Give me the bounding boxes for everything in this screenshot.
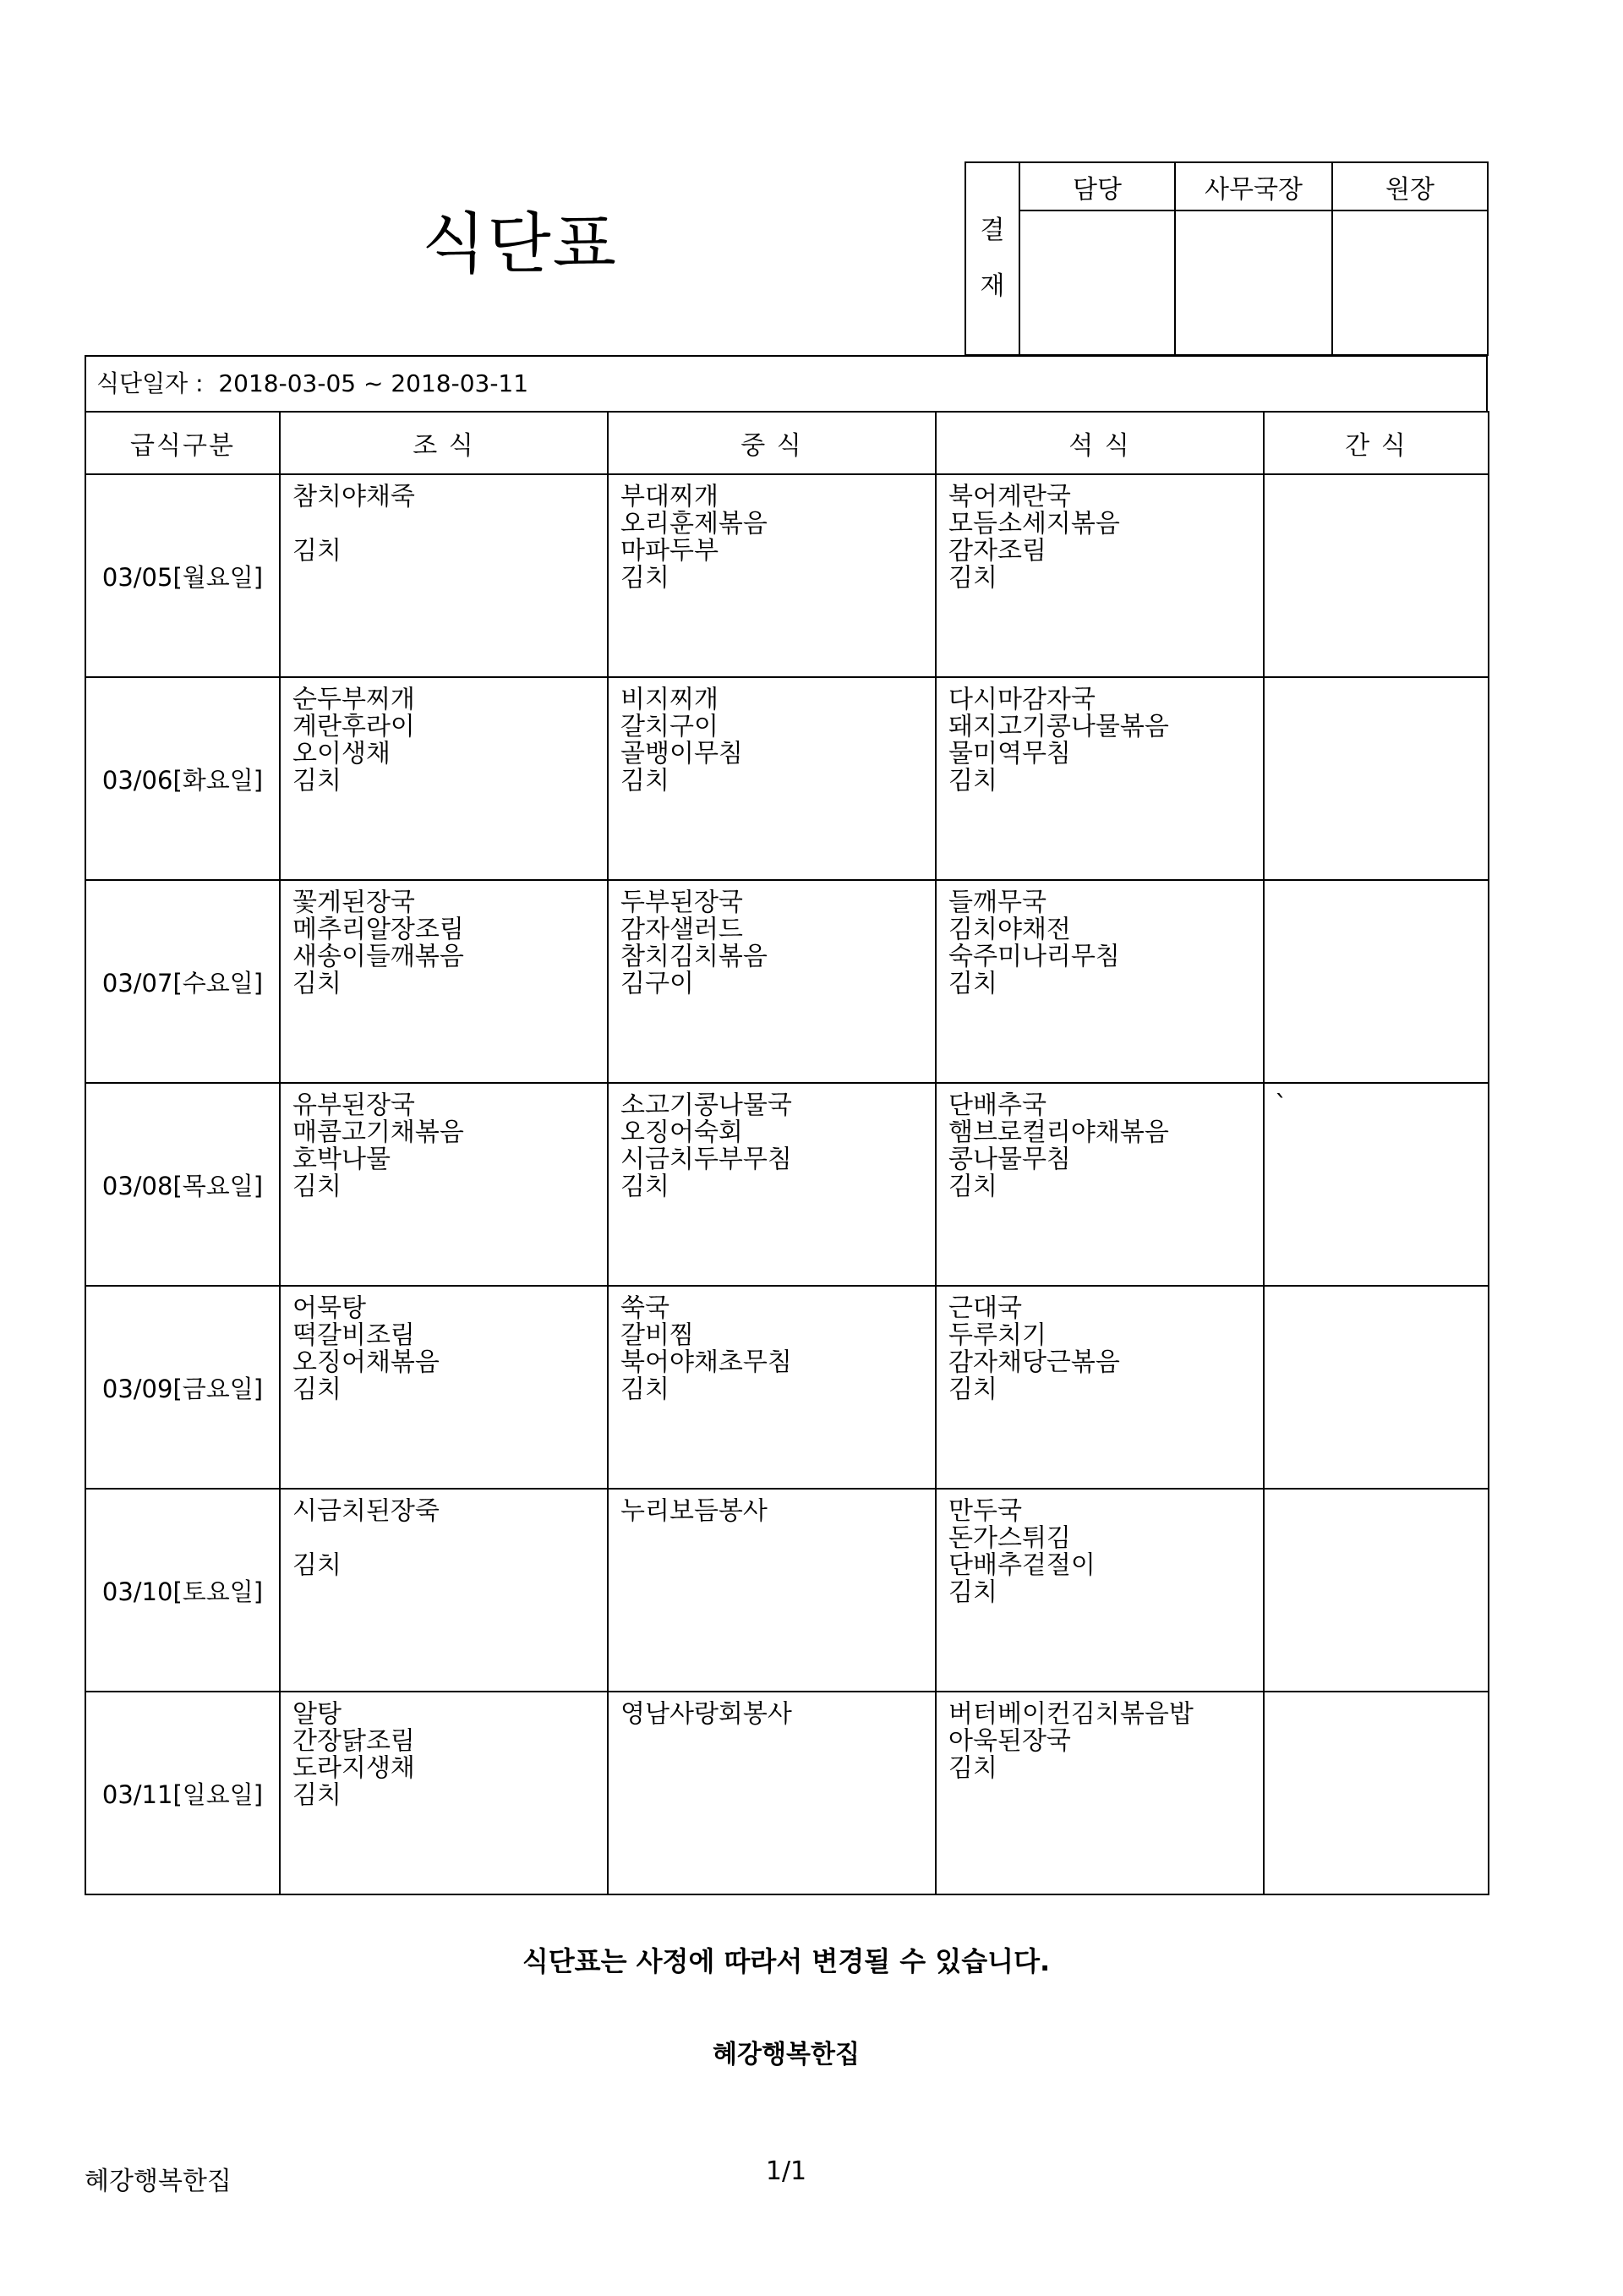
menu-item: 감자샐러드 <box>620 916 743 943</box>
menu-item: 갈비찜 <box>620 1322 694 1349</box>
menu-header-row <box>85 412 1489 474</box>
day-label: 03/05[월요일] <box>85 474 280 677</box>
approval-role-secretary-general: 사무국장 <box>1175 162 1332 210</box>
menu-row <box>85 474 1489 677</box>
menu-item: 김치 <box>620 1173 669 1200</box>
header-breakfast: 조 식 <box>280 412 608 474</box>
breakfast-cell <box>280 1083 608 1286</box>
snack-cell <box>1264 1286 1489 1489</box>
menu-item: 어묵탕 <box>292 1295 366 1322</box>
dinner-cell <box>936 677 1264 880</box>
day-label: 03/10[토요일] <box>85 1489 280 1692</box>
menu-item: 김치 <box>292 970 342 998</box>
menu-item: 매콤고기채볶음 <box>292 1119 464 1146</box>
menu-row <box>85 880 1489 1083</box>
menu-item: 유부된장국 <box>292 1092 415 1119</box>
lunch-cell <box>608 1489 936 1692</box>
menu-item: ` <box>1275 1092 1287 1119</box>
day-label: 03/07[수요일] <box>85 880 280 1083</box>
breakfast-cell <box>280 1489 608 1692</box>
breakfast-cell <box>280 1692 608 1894</box>
menu-item: 소고기콩나물국 <box>620 1092 792 1119</box>
lunch-cell <box>608 1286 936 1489</box>
menu-item: 시금치두부무침 <box>620 1146 792 1173</box>
menu-item: 물미역무침 <box>948 741 1071 768</box>
signature-cell-secretary-general <box>1175 210 1332 355</box>
header-lunch: 중 식 <box>608 412 936 474</box>
menu-item: 마파두부 <box>620 538 719 565</box>
menu-item: 오이생채 <box>292 741 391 768</box>
day-label: 03/09[금요일] <box>85 1286 280 1489</box>
footer-organization: 혜강행복한집 <box>85 2167 232 2196</box>
snack-cell <box>1264 474 1489 677</box>
snack-cell <box>1264 1489 1489 1692</box>
breakfast-cell <box>280 1286 608 1489</box>
menu-item: 김치 <box>948 1376 997 1403</box>
menu-item: 두부된장국 <box>620 889 743 916</box>
dinner-cell <box>936 880 1264 1083</box>
menu-row <box>85 677 1489 880</box>
lunch-cell <box>608 1692 936 1894</box>
dinner-cell <box>936 1286 1264 1489</box>
lunch-cell <box>608 880 936 1083</box>
approval-label-char: 결 <box>980 216 1005 245</box>
menu-item: 김치 <box>948 768 997 795</box>
menu-row <box>85 1489 1489 1692</box>
menu-item: 감자채당근볶음 <box>948 1349 1120 1376</box>
menu-item: 감자조림 <box>948 538 1046 565</box>
menu-item: 김구이 <box>620 970 694 998</box>
breakfast-cell <box>280 677 608 880</box>
menu-item: 김치 <box>948 1755 997 1782</box>
menu-item: 시금치된장죽 <box>292 1498 440 1525</box>
menu-item: 참치김치볶음 <box>620 943 768 970</box>
approval-role-manager: 담당 <box>1019 162 1175 210</box>
menu-item: 북어야채초무침 <box>620 1349 792 1376</box>
approval-label-char: 재 <box>980 271 1005 301</box>
menu-item: 김치 <box>292 1173 342 1200</box>
menu-item: 호박나물 <box>292 1146 391 1173</box>
menu-item: 아욱된장국 <box>948 1728 1071 1755</box>
menu-period <box>85 355 1488 411</box>
menu-item: 들깨무국 <box>948 889 1046 916</box>
dinner-cell <box>936 1083 1264 1286</box>
snack-cell <box>1264 880 1489 1083</box>
menu-item: 김치 <box>948 565 997 592</box>
menu-item: 모듬소세지볶음 <box>948 511 1120 538</box>
snack-cell <box>1264 1083 1489 1286</box>
menu-item: 북어계란국 <box>948 484 1071 511</box>
day-label: 03/11[일요일] <box>85 1692 280 1894</box>
menu-item: 김치 <box>620 565 669 592</box>
menu-row <box>85 1692 1489 1894</box>
menu-item: 두루치기 <box>948 1322 1046 1349</box>
lunch-cell <box>608 1083 936 1286</box>
menu-item: 간장닭조림 <box>292 1728 415 1755</box>
signature-cell-manager <box>1019 210 1175 355</box>
header-snack: 간 식 <box>1264 412 1489 474</box>
menu-item: 버터베이컨김치볶음밥 <box>948 1701 1194 1728</box>
menu-item: 다시마감자국 <box>948 686 1096 713</box>
breakfast-cell <box>280 474 608 677</box>
notice-text: 식단표는 사정에 따라서 변경될 수 있습니다. <box>522 1945 1051 1977</box>
day-label: 03/06[화요일] <box>85 677 280 880</box>
menu-item: 도라지생채 <box>292 1755 415 1782</box>
header-dinner: 석 식 <box>936 412 1264 474</box>
menu-item: 참치야채죽 <box>292 484 415 511</box>
menu-item: 오징어숙회 <box>620 1119 743 1146</box>
menu-item: 김치 <box>292 1376 342 1403</box>
breakfast-cell <box>280 880 608 1083</box>
dinner-cell <box>936 1489 1264 1692</box>
menu-period-label: 식단일자 : <box>96 369 204 397</box>
menu-item: 부대찌개 <box>620 484 719 511</box>
menu-item: 오징어채볶음 <box>292 1349 440 1376</box>
lunch-cell <box>608 677 936 880</box>
menu-item: 오리훈제볶음 <box>620 511 768 538</box>
dinner-cell <box>936 474 1264 677</box>
menu-row <box>85 1083 1489 1286</box>
menu-item: 김치 <box>948 970 997 998</box>
menu-item: 쑥국 <box>620 1295 669 1322</box>
menu-item: 순두부찌개 <box>292 686 415 713</box>
menu-item: 김치야채전 <box>948 916 1071 943</box>
menu-item: 단배추국 <box>948 1092 1046 1119</box>
approval-box <box>965 161 1489 356</box>
menu-item: 김치 <box>292 1552 342 1579</box>
menu-body <box>85 474 1489 1894</box>
menu-item: 김치 <box>948 1173 997 1200</box>
menu-spacer <box>292 511 607 538</box>
page-number: 1/1 <box>765 2157 807 2186</box>
menu-item: 단배추겉절이 <box>948 1552 1096 1579</box>
signature-cell-director <box>1332 210 1488 355</box>
menu-item: 근대국 <box>948 1295 1022 1322</box>
menu-item: 김치 <box>292 538 342 565</box>
menu-item: 비지찌개 <box>620 686 719 713</box>
approval-role-director: 원장 <box>1332 162 1488 210</box>
menu-item: 새송이들깨볶음 <box>292 943 464 970</box>
menu-item: 숙주미나리무침 <box>948 943 1120 970</box>
menu-item: 누리보듬봉사 <box>620 1498 768 1525</box>
lunch-cell <box>608 474 936 677</box>
menu-item: 콩나물무침 <box>948 1146 1071 1173</box>
menu-item: 골뱅이무침 <box>620 741 743 768</box>
menu-item: 김치 <box>292 1782 342 1809</box>
snack-cell <box>1264 677 1489 880</box>
menu-item: 갈치구이 <box>620 713 719 741</box>
organization-name: 혜강행복한집 <box>713 2040 860 2069</box>
menu-item: 계란후라이 <box>292 713 415 741</box>
menu-item: 꽃게된장국 <box>292 889 415 916</box>
menu-item: 김치 <box>620 768 669 795</box>
menu-item: 김치 <box>292 768 342 795</box>
dinner-cell <box>936 1692 1264 1894</box>
menu-row <box>85 1286 1489 1489</box>
day-label: 03/08[목요일] <box>85 1083 280 1286</box>
menu-item: 김치 <box>620 1376 669 1403</box>
menu-item: 메추리알장조림 <box>292 916 464 943</box>
approval-label <box>965 162 1019 355</box>
menu-item: 돈가스튀김 <box>948 1525 1071 1552</box>
menu-table <box>85 411 1489 1895</box>
menu-period-range: 2018-03-05 ~ 2018-03-11 <box>218 369 529 397</box>
header-meal-type: 급식구분 <box>85 412 280 474</box>
menu-spacer <box>292 1525 607 1552</box>
menu-item: 떡갈비조림 <box>292 1322 415 1349</box>
menu-item: 만두국 <box>948 1498 1022 1525</box>
menu-item: 돼지고기콩나물볶음 <box>948 713 1169 741</box>
snack-cell <box>1264 1692 1489 1894</box>
menu-item: 김치 <box>948 1579 997 1606</box>
menu-item: 햄브로컬리야채볶음 <box>948 1119 1169 1146</box>
menu-item: 영남사랑회봉사 <box>620 1701 792 1728</box>
menu-item: 알탕 <box>292 1701 342 1728</box>
page-title: 식단표 <box>421 206 619 282</box>
